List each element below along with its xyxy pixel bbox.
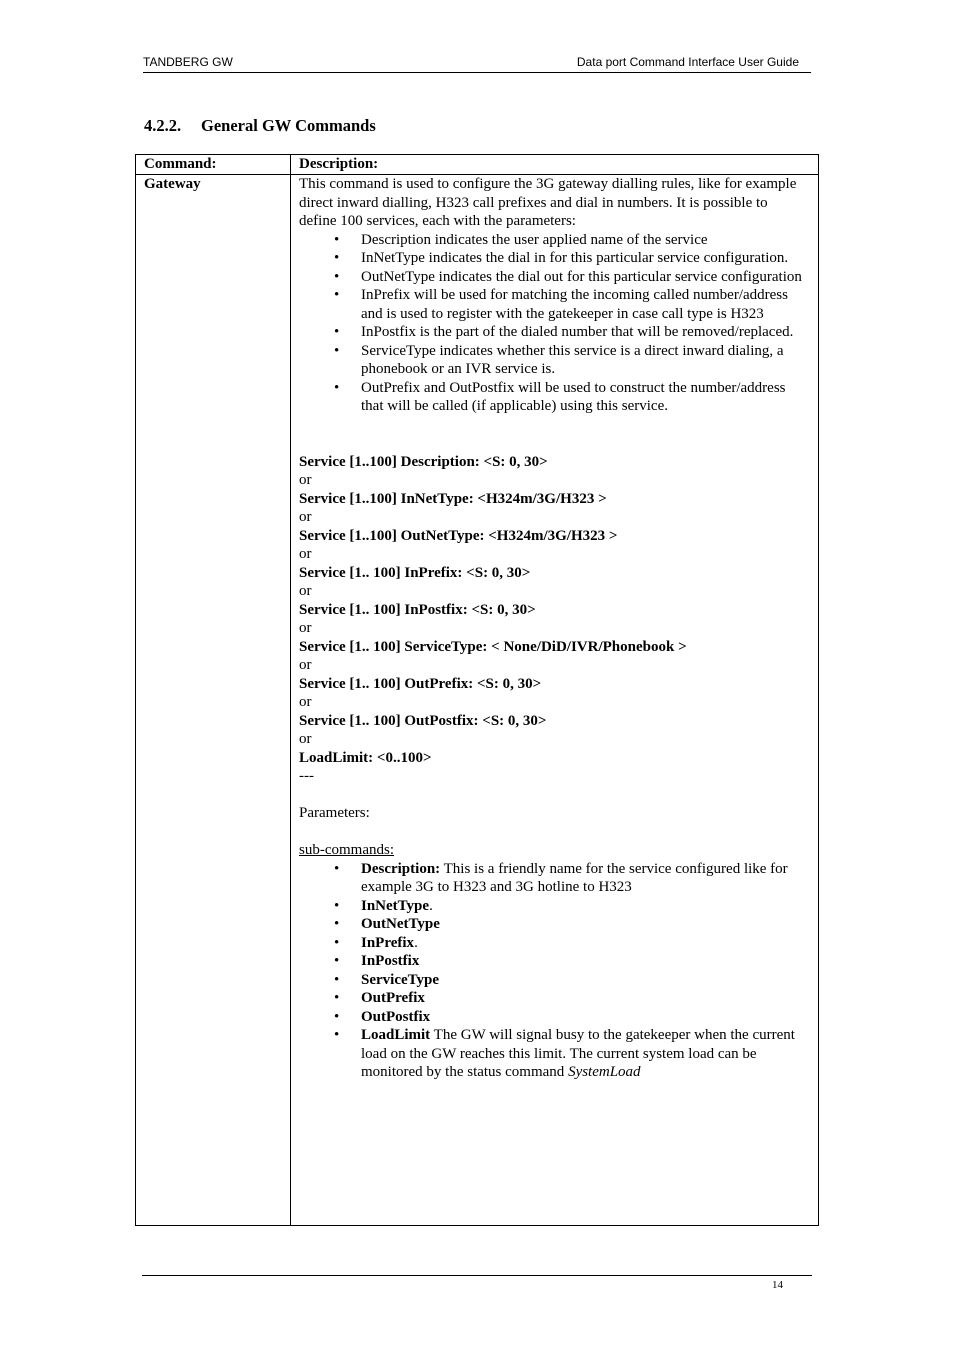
subcommands-label: sub-commands: [299,842,394,858]
syntax-line: Service [1.. 100] InPrefix: <S: 0, 30> [299,564,531,581]
parameter-list [299,231,808,416]
syntax-line: Service [1.. 100] InPostfix: <S: 0, 30> [299,601,536,618]
spacer [299,823,808,842]
table-header-row [136,155,819,175]
section-heading [144,116,376,136]
list-item [361,1026,808,1082]
subcommand-name: InPostfix [361,953,420,969]
command-name: Gateway [136,175,291,1226]
section-number: 4.2.2. [144,116,182,135]
list-item: • Description indicates the user applied name of the service [361,231,808,250]
or-separator: or [299,583,312,599]
syntax-line: Service [1.. 100] OutPrefix: <S: 0, 30> [299,675,542,692]
subcommand-name: LoadLimit [361,1027,431,1043]
list-item: • OutNetType indicates the dial out for this particular service configuration [361,268,808,287]
footer-rule [142,1275,812,1276]
page-number: 14 [772,1279,783,1291]
subcommand-name: InPrefix [361,934,415,951]
intro-text: This command is used to configure the 3G gateway dialling rules, like for example direct inward dialling, H323 call prefixes and dial in numbers. It is possible to define 100 services, each with the parameters: [299,176,797,229]
dash-separator: --- [299,768,314,784]
or-separator: or [299,546,312,562]
syntax-line: LoadLimit: <0..100> [299,749,432,766]
subcommand-text: . [414,934,418,951]
subcommand-list [299,860,808,1082]
list-item: • OutPrefix and OutPostfix will be used to construct the number/address that will be called (if applicable) using this service. [361,379,808,416]
syntax-block [299,453,808,786]
command-column-header: Command: [136,155,291,175]
or-separator: or [299,657,312,673]
subcommand-text: . [429,897,433,914]
subcommand-name: Description: [361,860,441,877]
list-item [361,1008,808,1027]
subcommand-name: OutPostfix [361,1008,431,1025]
list-item [361,989,808,1008]
list-item: • InPostfix is the part of the dialed number that will be removed/replaced. [361,323,808,342]
or-separator: or [299,731,312,747]
list-item: • ServiceType indicates whether this service is a direct inward dialing, a phonebook or an IVR service is. [361,342,808,379]
list-item [361,952,808,971]
or-separator: or [299,472,312,488]
syntax-line: Service [1.. 100] ServiceType: < None/DiD/IVR/Phonebook > [299,638,687,655]
subcommand-name: ServiceType [361,971,440,988]
section-title: General GW Commands [201,116,376,135]
syntax-line: Service [1..100] InNetType: <H324m/3G/H323 > [299,490,607,507]
list-item [361,934,808,953]
header-right: Data port Command Interface User Guide [576,55,799,69]
list-item: • InPrefix will be used for matching the incoming called number/address and is used to register with the gatekeeper in case call type is H323 [361,286,808,323]
subcommand-italic: SystemLoad [568,1064,641,1080]
list-item [361,860,808,897]
or-separator: or [299,694,312,710]
list-item [361,971,808,990]
subcommand-name: OutNetType [361,916,440,932]
syntax-line: Service [1..100] Description: <S: 0, 30> [299,453,548,470]
command-table [135,154,819,1226]
or-separator: or [299,509,312,525]
subcommand-text: The GW will signal busy to the gatekeeper when the current load on the GW reaches this limit. The current system load can be monitored by the status command [361,1027,795,1080]
spacer [299,416,808,453]
page-header [143,55,811,73]
header-left: TANDBERG GW [143,55,233,69]
syntax-line: Service [1..100] OutNetType: <H324m/3G/H323 > [299,527,618,544]
spacer [299,786,808,805]
subcommand-text: This is a friendly name for the service configured like for example 3G to H323 and 3G hotline to H323 [361,860,788,895]
parameters-label: Parameters: [299,805,370,821]
list-item [361,897,808,916]
description-column-header: Description: [291,155,819,175]
list-item [361,915,808,934]
command-description [291,175,819,1226]
table-row [136,175,819,1226]
syntax-line: Service [1.. 100] OutPostfix: <S: 0, 30> [299,712,547,729]
list-item: • InNetType indicates the dial in for this particular service configuration. [361,249,808,268]
subcommand-name: OutPrefix [361,990,425,1006]
or-separator: or [299,620,312,636]
subcommand-name: InNetType [361,897,430,914]
